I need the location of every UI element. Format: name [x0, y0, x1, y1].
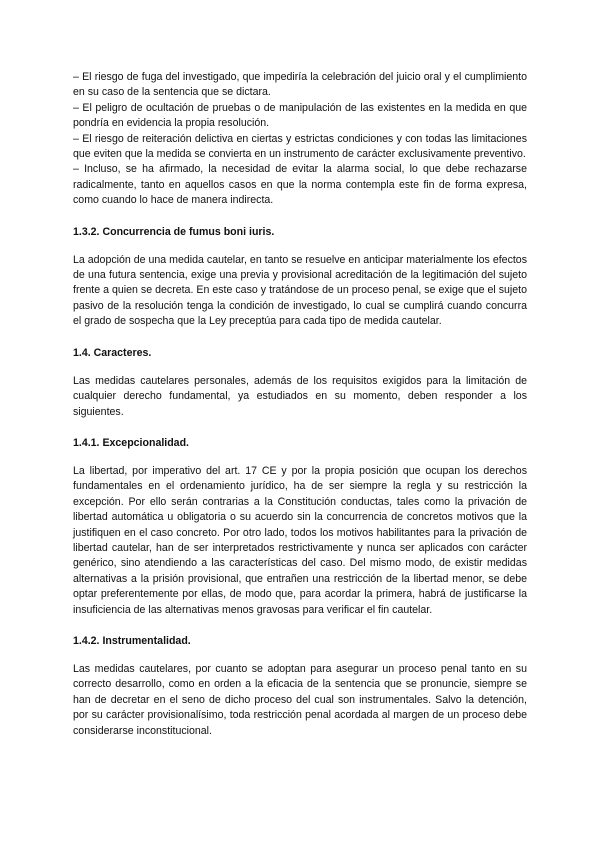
- section-paragraph: La libertad, por imperativo del art. 17 CE y por la propia posición que ocupan los derechos fundamentales en el ordenamiento jurídico, ha de ser siempre la regla y su restricción la excepción. Por ello serán contrarias a la Constitución conductas, tales como la privación de libertad automática u obligatoria o su acuerdo sin la concurrencia de concretos motivos que la justifiquen en el caso concreto. Por otro lado, todos los motivos habilitantes para la privación de libertad cautelar, han de ser interpretados restrictivamente y nunca ser aplicados con carácter genérico, sino atendiendo a las características del caso. Del mismo modo, de existir medidas alternativas a la prisión provisional, que entrañen una restricción de la libertad menor, se debe optar preferentemente por ellas, de modo que, para acordar la primera, habrá de justificarse la insuficiencia de las alternativas menos gravosas para verificar el fin cautelar.: [73, 464, 527, 616]
- section-paragraph: Las medidas cautelares personales, además de los requisitos exigidos para la limitación de cualquier derecho fundamental, ya estudiados en su momento, deben responder a los siguientes.: [73, 374, 527, 418]
- list-item: – Incluso, se ha afirmado, la necesidad de evitar la alarma social, lo que debe rechazarse radicalmente, tanto en aquellos casos en que la norma contempla este fin de forma expresa, como cuando lo hace de manera indirecta.: [73, 163, 527, 207]
- list-item: – El riesgo de fuga del investigado, que impediría la celebración del juicio oral y el cumplimiento en su caso de la sentencia que se dictara.: [73, 71, 527, 99]
- list-item: – El peligro de ocultación de pruebas o de manipulación de las existentes en la medida en que pondría en evidencia la propia resolución.: [73, 101, 527, 130]
- intro-list: [73, 70, 527, 209]
- section-heading: 1.3.2. Concurrencia de fumus boni iuris.: [73, 225, 275, 238]
- section-heading: 1.4.2. Instrumentalidad.: [73, 634, 191, 647]
- section-heading: 1.4.1. Excepcionalidad.: [73, 436, 189, 449]
- section-paragraph: La adopción de una medida cautelar, en tanto se resuelve en anticipar materialmente los efectos de una futura sentencia, exige una previa y provisional acreditación de la legitimación del sujeto frente a quien se decreta. En este caso y tratándose de un proceso penal, se exige que el sujeto pasivo de la resolución tenga la condición de investigado, lo cual se cumplirá cuando concurra el grado de sospecha que la Ley preceptúa para cada tipo de medida cautelar.: [73, 253, 527, 328]
- section-paragraph: Las medidas cautelares, por cuanto se adoptan para asegurar un proceso penal tanto en su correcto desarrollo, como en orden a la eficacia de la sentencia que se pronuncie, siempre se han de decretar en el seno de dicho proceso del cual son instrumentales. Salvo la detención, por su carácter provisionalísimo, toda restricción penal acordada al margen de un proceso debe considerarse inconstitucional.: [73, 662, 527, 737]
- list-item: – El riesgo de reiteración delictiva en ciertas y estrictas condiciones y con todas las limitaciones que eviten que la medida se convierta en un instrumento de carácter exclusivamente preventivo.: [73, 132, 527, 161]
- section-heading: 1.4. Caracteres.: [73, 346, 152, 359]
